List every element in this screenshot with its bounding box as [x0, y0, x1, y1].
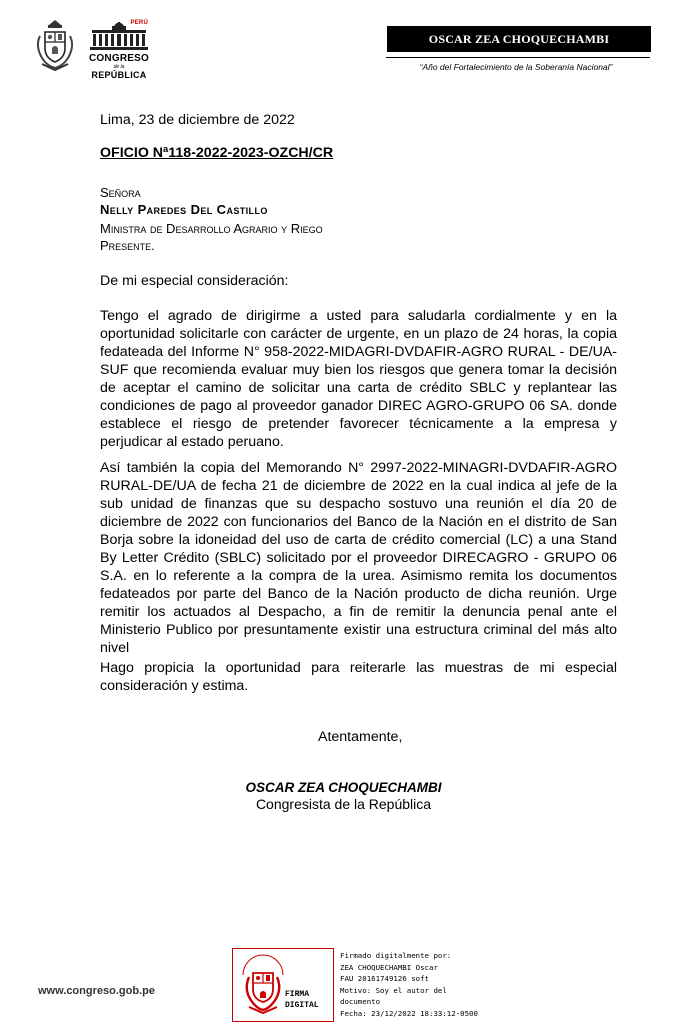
- recipient-name: Nelly Paredes Del Castillo: [100, 202, 268, 217]
- letter-closing: Atentamente,: [318, 729, 403, 745]
- signer-title: Congresista de la República: [255, 796, 432, 812]
- footer-website: www.congreso.gob.pe: [38, 985, 155, 997]
- letter-paragraph-3: Hago propicia la oportunidad para reiterarle las muestras de mi especial consideración y estima.: [100, 660, 617, 694]
- digsig-line-1: Firmado digitalmente por:: [340, 951, 452, 960]
- digsig-line-4: Motivo: Soy el autor del: [340, 985, 447, 995]
- digital-signature-text: [340, 950, 500, 1020]
- digsig-line-6: Fecha: 23/12/2022 18:33:12-0500: [340, 1008, 478, 1018]
- stamp-label: FIRMA DIGITAL: [285, 990, 319, 1010]
- letter-greeting: De mi especial consideración:: [100, 273, 289, 289]
- letter-paragraph-1: Tengo el agrado de dirigirme a usted para saludarla cordialmente y en la oportunidad solicitarle con carácter de urgente, en un plazo de 24 horas, la copia fedateada del Informe N° 958-2022-MIDAGRI-DVDAFIR-AGRO RURAL - DE/UA-SUF que recomienda evaluar muy bien los riesgos que genera tomar la decisión de aceptar el camino de solicitar una carta de crédito SBLC y replantear las condiciones de pago al proveedor ganador DIREC AGRO-GRUPO 06 SA. donde establece el riesgo de pretender favorecer técnicamente a la empresa y perjudicar al estado peruano.: [100, 308, 617, 450]
- signer-name: OSCAR ZEA CHOQUECHAMBI: [245, 780, 442, 795]
- letter-paragraph-2: Así también la copia del Memorando N° 2997-2022-MINAGRI-DVDAFIR-AGRO RURAL-DE/UA de fecha 21 de diciembre de 2022 en la cual indica al jefe de la sub unidad de finanzas que su despacho sostuvo una reunión el día 20 de diciembre de 2022 con funcionarios del Banco de la Nación en el distrito de San Borja sobre la idoneidad del uso de carta de crédito comercial (LC) a una Stand By Letter Crédito (SBLC) solicitado por el proveedor DIRECAGRO - GRUPO 06 S.A. en lo referente a la compra de la urea. Asimismo remita los documentos fedateados por parte del Banco de la Nación producto de dicha reunión. Urge remitir los actuados al Despacho, a fin de remitir la denuncia penal ante el Ministerio Publico por presuntamente existir una estructura criminal del más alto nivel: [100, 460, 617, 656]
- digital-signature-stamp: [232, 948, 334, 1022]
- coat-of-arms-icon: [34, 18, 76, 76]
- logo-congreso-text: CONGRESO: [89, 53, 149, 64]
- congreso-logo: [84, 20, 154, 82]
- header-divider: [386, 57, 650, 58]
- recipient-salutation: Señora: [100, 185, 141, 200]
- recipient-presente: Presente.: [100, 238, 155, 253]
- logo-peru-text: PERÚ: [130, 20, 148, 26]
- digsig-line-2: ZEA CHOQUECHAMBI Oscar: [340, 962, 438, 972]
- letter-date: Lima, 23 de diciembre de 2022: [100, 112, 295, 128]
- logo-republica-text: REPÚBLICA: [91, 70, 147, 80]
- peru-shield-icon: [237, 953, 289, 1017]
- logo-dela-text: de la: [113, 64, 125, 70]
- letter-reference: OFICIO Nª118-2022-2023-OZCH/CR: [100, 145, 334, 161]
- recipient-position: Ministra de Desarrollo Agrario y Riego: [100, 221, 323, 236]
- header-slogan: “Año del Fortalecimiento de la Soberanía Nacional”: [419, 62, 613, 72]
- header-name-box: OSCAR ZEA CHOQUECHAMBI: [387, 26, 651, 52]
- digsig-line-3: FAU 20161749126 soft: [340, 974, 429, 984]
- digsig-line-5: documento: [340, 997, 381, 1007]
